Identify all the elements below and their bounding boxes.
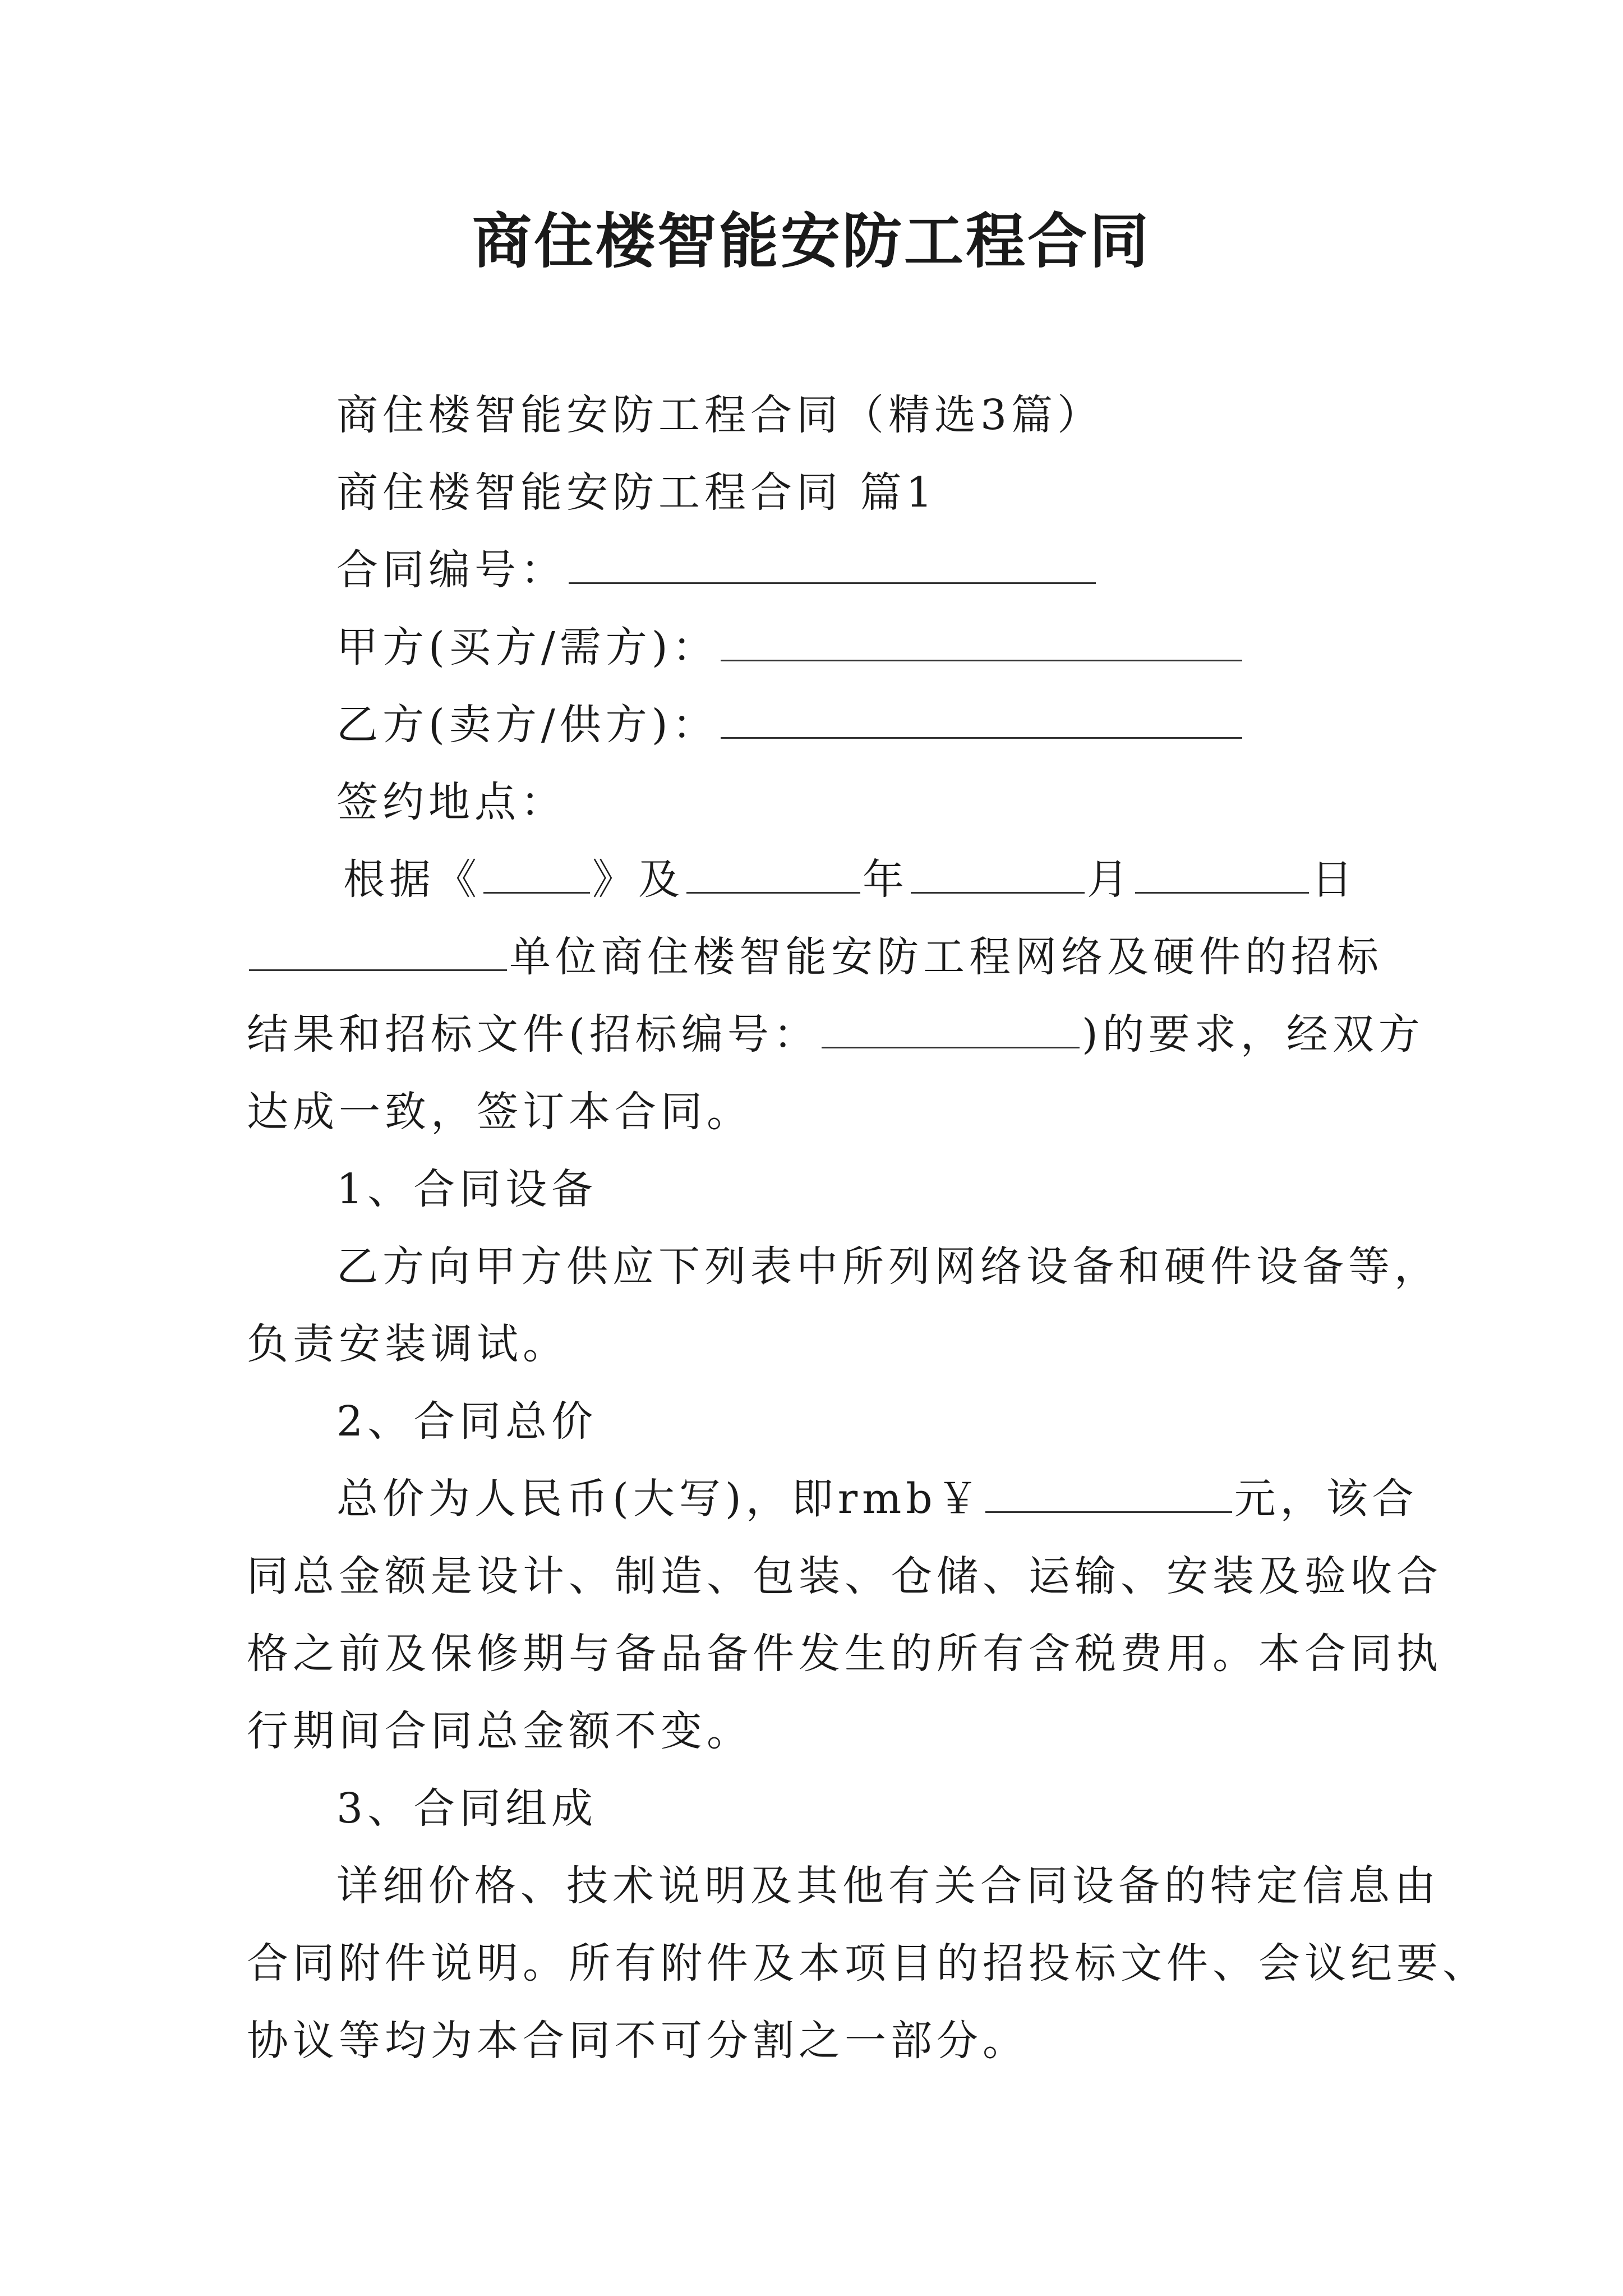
clause-2-heading: 2、合同总价	[336, 1397, 598, 1446]
month-blank	[911, 853, 1085, 894]
basis-document-blank	[483, 853, 590, 894]
preamble-requirement-text: )的要求，经双方	[1081, 1010, 1424, 1059]
section-heading: 商住楼智能安防工程合同 篇1	[336, 468, 937, 517]
clause-2-line-4: 行期间合同总金额不变。	[247, 1707, 753, 1755]
party-a-label: 甲方(买方/需方)：	[336, 623, 718, 671]
party-a-blank	[721, 620, 1242, 661]
document-subtitle: 商住楼智能安防工程合同（精选3篇）	[336, 391, 1104, 439]
total-price-text: 总价为人民币(大写)，即rmb￥	[336, 1475, 983, 1523]
preamble-line-4: 达成一致，签订本合同。	[247, 1088, 753, 1136]
party-a-row	[336, 619, 1244, 675]
document-title: 商住楼智能安防工程合同	[472, 206, 1151, 276]
clause-3-heading: 3、合同组成	[336, 1784, 598, 1833]
contract-number-row	[336, 542, 1098, 598]
preamble-line-1	[343, 852, 1357, 908]
day-blank	[1135, 853, 1309, 894]
preamble-line-2	[247, 929, 1383, 985]
year-blank	[686, 853, 860, 894]
clause-3-line-3: 协议等均为本合同不可分割之一部分。	[247, 2017, 1029, 2065]
preamble-basis-open: 根据《	[343, 855, 481, 904]
preamble-basis-close: 》及	[592, 855, 684, 904]
unit-name-blank	[249, 930, 507, 971]
day-label: 日	[1311, 855, 1357, 904]
party-b-row	[336, 697, 1244, 753]
total-price-unit: 元，该合	[1234, 1475, 1418, 1523]
clause-2-line-3: 格之前及保修期与备品备件发生的所有含税费用。本合同执	[247, 1630, 1442, 1678]
contract-number-blank	[569, 543, 1096, 584]
year-label: 年	[863, 855, 909, 904]
clause-3-line-2: 合同附件说明。所有附件及本项目的招投标文件、会议纪要、	[247, 1939, 1488, 1987]
clause-1-line-2: 负责安装调试。	[247, 1320, 569, 1368]
clause-3-line-1: 详细价格、技术说明及其他有关合同设备的特定信息由	[336, 1862, 1440, 1910]
clause-2-line-2: 同总金额是设计、制造、包装、仓储、运输、安装及验收合	[247, 1552, 1442, 1600]
clause-1-line-1: 乙方向甲方供应下列表中所列网络设备和硬件设备等，	[336, 1243, 1440, 1291]
tender-number-blank	[822, 1007, 1080, 1048]
party-b-label: 乙方(卖方/供方)：	[336, 701, 718, 749]
preamble-unit-text: 单位商住楼智能安防工程网络及硬件的招标	[509, 933, 1383, 981]
month-label: 月	[1087, 855, 1133, 904]
total-price-blank	[985, 1472, 1232, 1513]
clause-1-heading: 1、合同设备	[336, 1165, 598, 1213]
sign-place-label: 签约地点：	[336, 778, 566, 826]
clause-2-line-1	[336, 1471, 1418, 1527]
contract-number-label: 合同编号：	[336, 546, 566, 594]
preamble-line-3	[247, 1006, 1424, 1062]
party-b-blank	[721, 698, 1242, 739]
preamble-tender-text: 结果和招标文件(招标编号：	[247, 1010, 819, 1059]
